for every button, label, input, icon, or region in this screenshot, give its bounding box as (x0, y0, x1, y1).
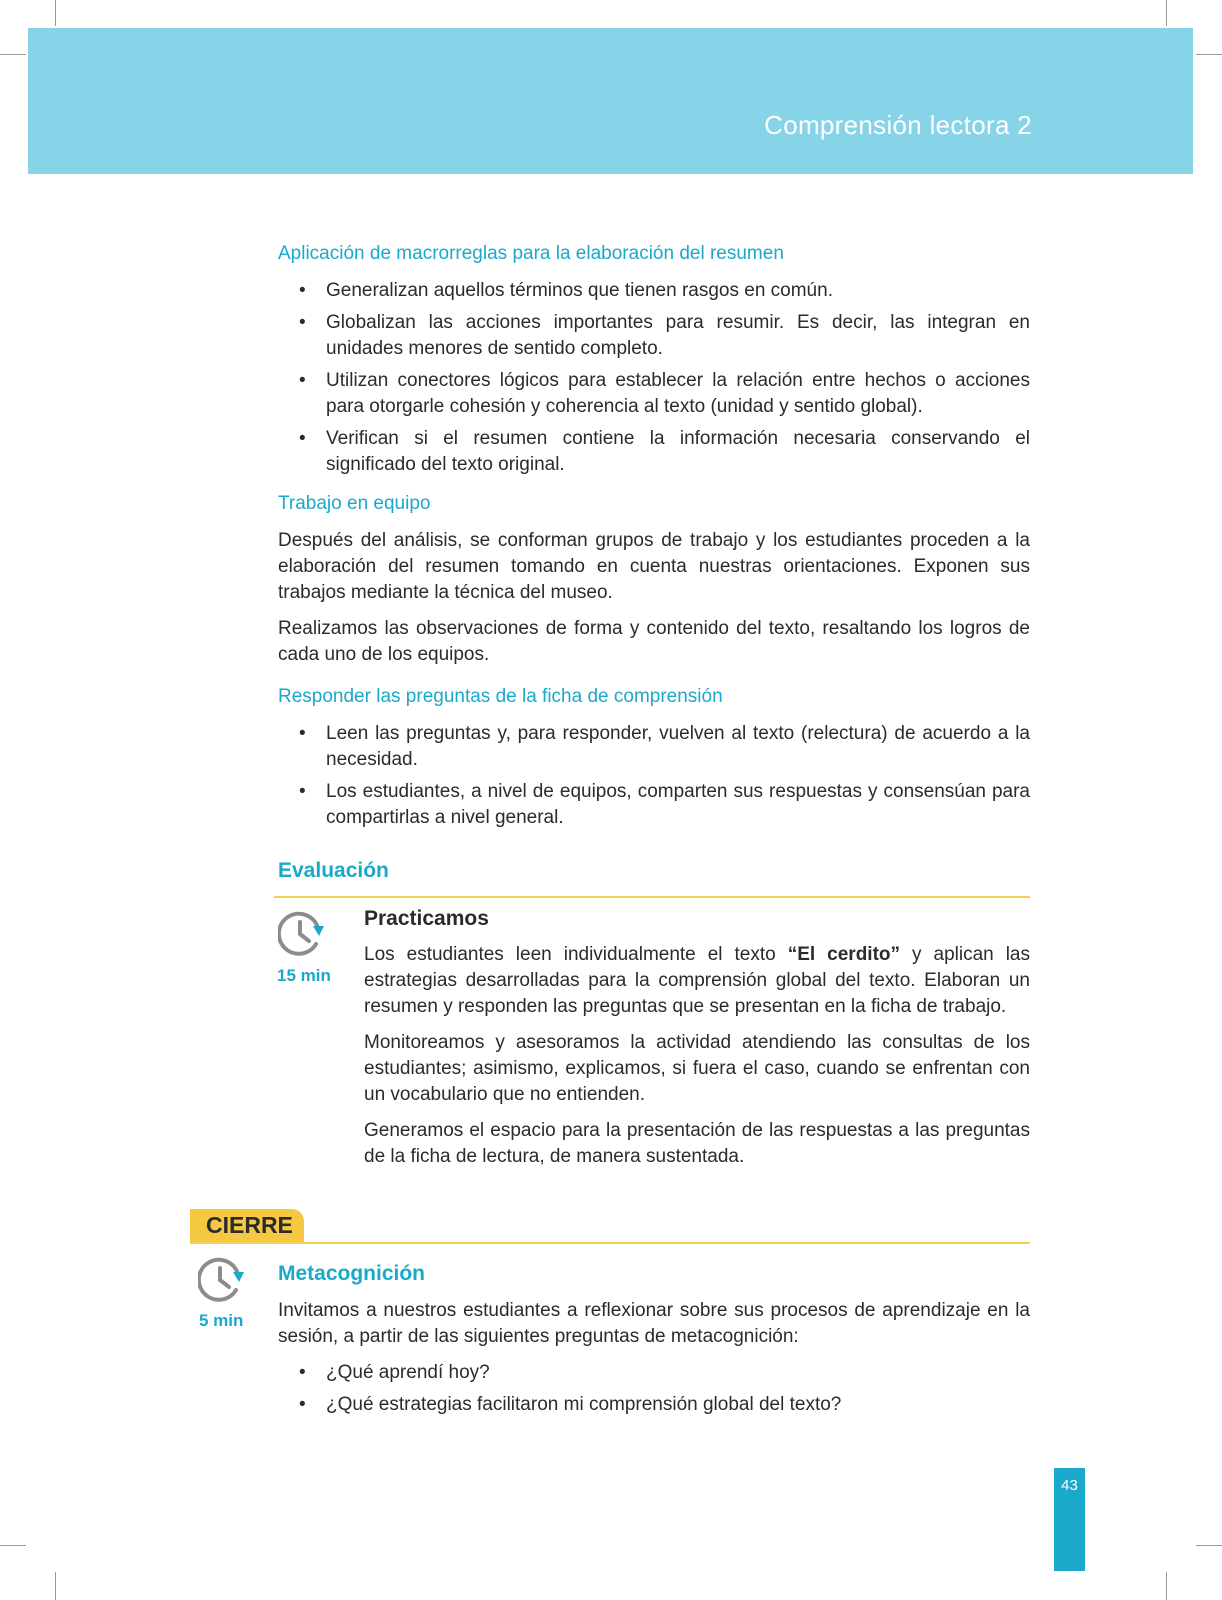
header-title: Comprensión lectora 2 (764, 110, 1032, 140)
bullet-icon: • (299, 312, 306, 333)
crop-mark (1166, 1572, 1167, 1600)
macrorreglas-list (278, 278, 1030, 478)
list-item: • ¿Qué estrategias facilitaron mi comprensión global del texto? (278, 1392, 1030, 1418)
practicamos-block (364, 907, 1030, 1170)
paragraph: Generamos el espacio para la presentación de las respuestas a las preguntas de la ficha de lectura, de manera sustentada. (364, 1120, 1030, 1167)
bullet-icon: • (299, 280, 306, 301)
crop-mark (1166, 0, 1167, 26)
crop-mark (1196, 1545, 1222, 1546)
crop-mark (55, 1572, 56, 1600)
paragraph: Después del análisis, se conforman grupos de trabajo y los estudiantes proceden a la elaboración del resumen tomando en cuenta nuestras orientaciones. Exponen sus trabajos mediante la técnica del museo. (278, 530, 1030, 603)
metacognicion-list (278, 1360, 1030, 1418)
cierre-label: CIERRE (206, 1212, 293, 1238)
time-label: 5 min (199, 1311, 244, 1330)
bullet-icon: • (299, 1394, 306, 1415)
macrorreglas-section (278, 241, 1030, 484)
page-number: 43 (1061, 1477, 1078, 1494)
section-heading: Responder las preguntas de la ficha de comprensión (278, 686, 723, 707)
text-title: “El cerdito” (787, 944, 901, 965)
list-item: • ¿Qué aprendí hoy? (278, 1360, 1030, 1386)
metacognicion-block (278, 1262, 1030, 1424)
practicamos-title: Practicamos (364, 907, 489, 930)
section-rule (190, 1242, 1030, 1244)
paragraph: Los estudiantes leen individualmente el texto “El cerdito” y aplican las estrategias desarrolladas para la comprensión global del texto. Elaboran un resumen y responden las preguntas que se presentan en la ficha de trabajo. (364, 944, 1030, 1017)
bullet-icon: • (299, 781, 306, 802)
bullet-icon: • (299, 1362, 306, 1383)
time-label: 15 min (277, 966, 331, 985)
evaluacion-title: Evaluación (278, 859, 389, 882)
section-rule (274, 896, 1030, 898)
section-heading: Aplicación de macrorreglas para la elaboración del resumen (278, 243, 784, 264)
paragraph: Realizamos las observaciones de forma y contenido del texto, resaltando los logros de cada uno de los equipos. (278, 618, 1030, 665)
clock-icon (278, 910, 328, 958)
list-item: • Verifican si el resumen contiene la información necesaria conservando el significado del texto original. (299, 428, 1030, 475)
bullet-icon: • (299, 370, 306, 391)
list-item: • Generalizan aquellos términos que tienen rasgos en común. (278, 278, 1030, 304)
preguntas-section (278, 684, 1030, 837)
header-band (28, 28, 1193, 174)
clock-icon (198, 1256, 248, 1304)
crop-mark (0, 54, 26, 55)
preguntas-list (278, 721, 1030, 831)
metacognicion-title: Metacognición (278, 1262, 426, 1285)
list-item: • Utilizan conectores lógicos para establecer la relación entre hechos o acciones para otorgarle cohesión y coherencia al texto (unidad y sentido global). (299, 370, 1030, 417)
evaluacion-heading-wrap (278, 859, 1030, 883)
list-item: • Globalizan las acciones importantes para resumir. Es decir, las integran en unidades menores de sentido completo. (299, 312, 1030, 359)
trabajo-equipo-section (278, 491, 1030, 668)
crop-mark (55, 0, 56, 26)
crop-mark (0, 1545, 26, 1546)
paragraph: Monitoreamos y asesoramos la actividad atendiendo las consultas de los estudiantes; asimismo, explicamos, si fuera el caso, cuando se enfrentan con un vocabulario que no entienden. (364, 1032, 1030, 1105)
paragraph: Invitamos a nuestros estudiantes a reflexionar sobre sus procesos de aprendizaje en la sesión, a partir de las siguientes preguntas de metacognición: (278, 1300, 1030, 1347)
list-item: • Leen las preguntas y, para responder, vuelven al texto (relectura) de acuerdo a la necesidad. (299, 723, 1030, 770)
crop-mark (1196, 54, 1222, 55)
list-item: • Los estudiantes, a nivel de equipos, comparten sus respuestas y consensúan para compartirlas a nivel general. (299, 781, 1030, 828)
bullet-icon: • (299, 428, 306, 449)
section-heading: Trabajo en equipo (278, 493, 431, 514)
bullet-icon: • (299, 723, 306, 744)
